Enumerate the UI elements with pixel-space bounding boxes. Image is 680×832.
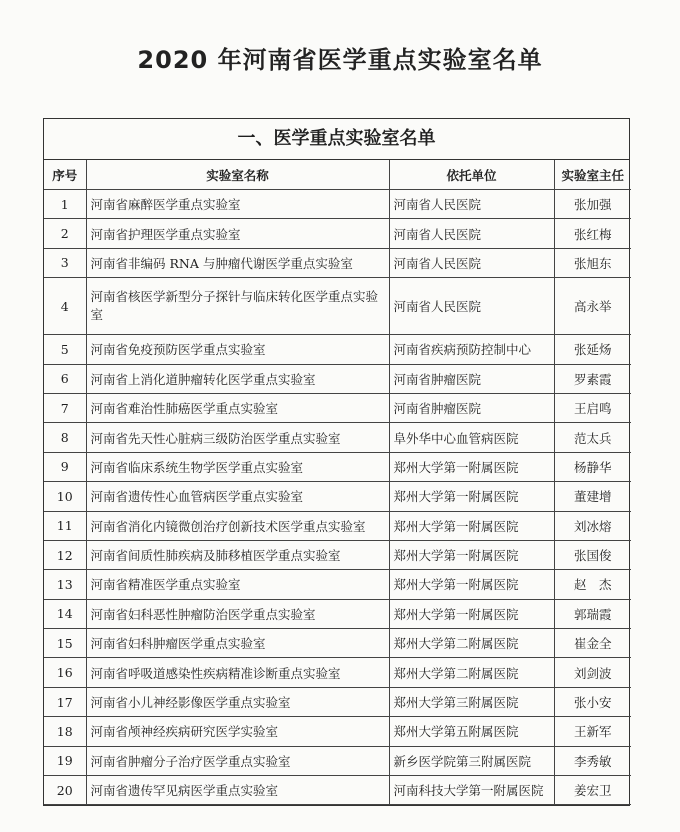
row-number: 12 xyxy=(44,540,86,569)
table-row xyxy=(44,278,631,335)
director-name: 赵 杰 xyxy=(554,570,631,599)
host-unit: 河南省疾病预防控制中心 xyxy=(389,335,554,364)
row-number: 16 xyxy=(44,658,86,687)
host-unit: 郑州大学第一附属医院 xyxy=(389,452,554,481)
director-name: 范太兵 xyxy=(554,423,631,452)
section-heading: 一、医学重点实验室名单 xyxy=(44,119,629,160)
lab-name: 河南省难治性肺癌医学重点实验室 xyxy=(86,393,389,422)
row-number: 1 xyxy=(44,190,86,219)
table-row xyxy=(44,423,631,452)
host-unit: 阜外华中心血管病医院 xyxy=(389,423,554,452)
table-row xyxy=(44,540,631,569)
table-row xyxy=(44,629,631,658)
row-number: 4 xyxy=(44,278,86,335)
row-number: 10 xyxy=(44,482,86,511)
director-name: 董建增 xyxy=(554,482,631,511)
table-row xyxy=(44,687,631,716)
row-number: 14 xyxy=(44,599,86,628)
table-row xyxy=(44,364,631,393)
host-unit: 郑州大学第二附属医院 xyxy=(389,629,554,658)
lab-name: 河南省麻醉医学重点实验室 xyxy=(86,190,389,219)
table-row xyxy=(44,190,631,219)
lab-name: 河南省精准医学重点实验室 xyxy=(86,570,389,599)
table-row xyxy=(44,511,631,540)
row-number: 13 xyxy=(44,570,86,599)
table-header-row xyxy=(44,160,631,190)
host-unit: 郑州大学第一附属医院 xyxy=(389,511,554,540)
lab-name: 河南省遗传罕见病医学重点实验室 xyxy=(86,776,389,805)
table-row xyxy=(44,219,631,248)
lab-name: 河南省妇科恶性肿瘤防治医学重点实验室 xyxy=(86,599,389,628)
row-number: 5 xyxy=(44,335,86,364)
host-unit: 河南省人民医院 xyxy=(389,219,554,248)
table-row xyxy=(44,599,631,628)
lab-name: 河南省间质性肺疾病及肺移植医学重点实验室 xyxy=(86,540,389,569)
row-number: 3 xyxy=(44,248,86,277)
director-name: 崔金全 xyxy=(554,629,631,658)
director-name: 高永举 xyxy=(554,278,631,335)
director-name: 姜宏卫 xyxy=(554,776,631,805)
lab-name: 河南省护理医学重点实验室 xyxy=(86,219,389,248)
table-row xyxy=(44,393,631,422)
lab-name: 河南省肿瘤分子治疗医学重点实验室 xyxy=(86,746,389,775)
table-row xyxy=(44,717,631,746)
lab-name: 河南省核医学新型分子探针与临床转化医学重点实验室 xyxy=(86,278,389,335)
lab-name: 河南省临床系统生物学医学重点实验室 xyxy=(86,452,389,481)
director-name: 李秀敏 xyxy=(554,746,631,775)
row-number: 15 xyxy=(44,629,86,658)
table-row xyxy=(44,452,631,481)
table-row xyxy=(44,335,631,364)
director-name: 罗素霞 xyxy=(554,364,631,393)
director-name: 杨静华 xyxy=(554,452,631,481)
director-name: 张国俊 xyxy=(554,540,631,569)
host-unit: 郑州大学第一附属医院 xyxy=(389,540,554,569)
director-name: 郭瑞霞 xyxy=(554,599,631,628)
host-unit: 新乡医学院第三附属医院 xyxy=(389,746,554,775)
lab-name: 河南省呼吸道感染性疾病精准诊断重点实验室 xyxy=(86,658,389,687)
host-unit: 郑州大学第二附属医院 xyxy=(389,658,554,687)
row-number: 7 xyxy=(44,393,86,422)
column-header-host-unit: 依托单位 xyxy=(389,160,554,190)
director-name: 刘剑波 xyxy=(554,658,631,687)
director-name: 张小安 xyxy=(554,687,631,716)
document-title: 2020 年河南省医学重点实验室名单 xyxy=(137,46,543,74)
host-unit: 河南科技大学第一附属医院 xyxy=(389,776,554,805)
director-name: 张延炀 xyxy=(554,335,631,364)
host-unit: 河南省人民医院 xyxy=(389,248,554,277)
director-name: 刘冰熔 xyxy=(554,511,631,540)
row-number: 20 xyxy=(44,776,86,805)
lab-name: 河南省妇科肿瘤医学重点实验室 xyxy=(86,629,389,658)
director-name: 王新军 xyxy=(554,717,631,746)
column-header-director: 实验室主任 xyxy=(554,160,631,190)
column-header-number: 序号 xyxy=(44,160,86,190)
lab-table xyxy=(44,160,631,805)
table-row xyxy=(44,248,631,277)
director-name: 王启鸣 xyxy=(554,393,631,422)
lab-name: 河南省颅神经疾病研究医学实验室 xyxy=(86,717,389,746)
host-unit: 河南省人民医院 xyxy=(389,190,554,219)
host-unit: 河南省肿瘤医院 xyxy=(389,393,554,422)
table-row xyxy=(44,482,631,511)
lab-name: 河南省消化内镜微创治疗创新技术医学重点实验室 xyxy=(86,511,389,540)
director-name: 张红梅 xyxy=(554,219,631,248)
row-number: 18 xyxy=(44,717,86,746)
lab-name: 河南省遗传性心血管病医学重点实验室 xyxy=(86,482,389,511)
lab-list-table xyxy=(43,118,630,806)
lab-name: 河南省非编码 RNA 与肿瘤代谢医学重点实验室 xyxy=(86,248,389,277)
director-name: 张加强 xyxy=(554,190,631,219)
host-unit: 郑州大学第五附属医院 xyxy=(389,717,554,746)
host-unit: 郑州大学第一附属医院 xyxy=(389,482,554,511)
host-unit: 河南省人民医院 xyxy=(389,278,554,335)
lab-name: 河南省小儿神经影像医学重点实验室 xyxy=(86,687,389,716)
table-row xyxy=(44,776,631,805)
host-unit: 郑州大学第三附属医院 xyxy=(389,687,554,716)
host-unit: 河南省肿瘤医院 xyxy=(389,364,554,393)
lab-name: 河南省上消化道肿瘤转化医学重点实验室 xyxy=(86,364,389,393)
table-row xyxy=(44,570,631,599)
lab-name: 河南省先天性心脏病三级防治医学重点实验室 xyxy=(86,423,389,452)
column-header-lab-name: 实验室名称 xyxy=(86,160,389,190)
row-number: 6 xyxy=(44,364,86,393)
director-name: 张旭东 xyxy=(554,248,631,277)
host-unit: 郑州大学第一附属医院 xyxy=(389,570,554,599)
host-unit: 郑州大学第一附属医院 xyxy=(389,599,554,628)
lab-name: 河南省免疫预防医学重点实验室 xyxy=(86,335,389,364)
row-number: 8 xyxy=(44,423,86,452)
table-row xyxy=(44,658,631,687)
row-number: 11 xyxy=(44,511,86,540)
table-row xyxy=(44,746,631,775)
row-number: 9 xyxy=(44,452,86,481)
row-number: 17 xyxy=(44,687,86,716)
row-number: 19 xyxy=(44,746,86,775)
row-number: 2 xyxy=(44,219,86,248)
